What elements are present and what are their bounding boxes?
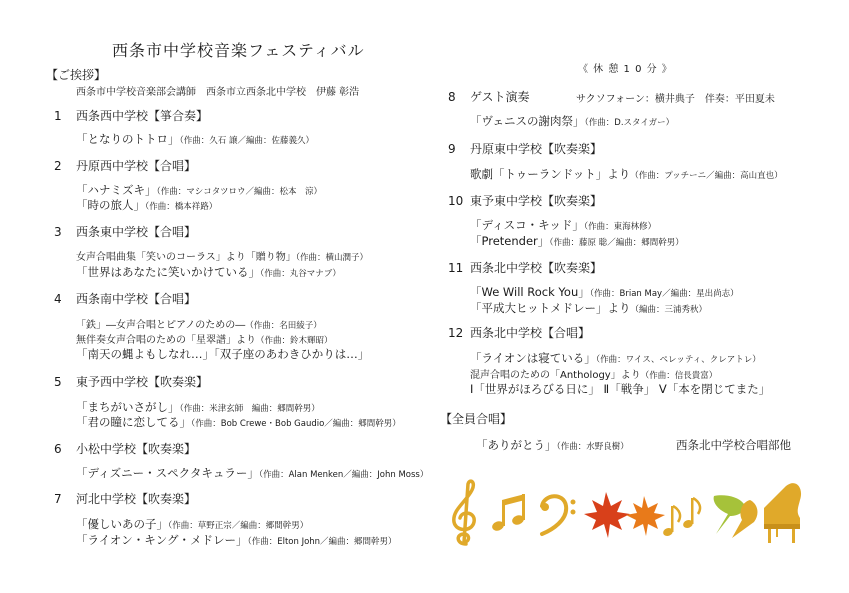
piece-credit: （編曲：三浦秀秋） (630, 305, 708, 315)
program-school: 丹原西中学校【合唱】 (76, 159, 197, 173)
piece-credit: （作曲：マシコタツロウ／編曲：松本 涼） (156, 187, 322, 197)
grand-piano-icon (764, 483, 801, 543)
program-8-header (448, 88, 530, 105)
piece-title: 「ディスコ・キッド」 (470, 218, 584, 232)
program-school: 東予東中学校【吹奏楽】 (470, 194, 603, 208)
program-number: 1 (54, 109, 62, 123)
piece-title: 「We Will Rock You」 (470, 285, 590, 299)
piece-credit: （作曲：水野良樹） (556, 442, 629, 452)
piece-credit: （作曲：米津玄師 編曲：郷間幹男） (179, 404, 320, 414)
finale-performer: 西条北中学校合唱部他 (676, 438, 791, 452)
intermission-label: 《 休 憩 1 0 分 》 (578, 64, 673, 75)
piece-title: 「南天の蝿よもしなれ…」「双子座のあわきひかりは…」 (76, 347, 370, 361)
guest-label: ゲスト演奏 (470, 90, 530, 104)
program-1-header (54, 107, 208, 124)
piece-credit: （作曲：丸谷マナブ） (260, 269, 341, 279)
program-number: 7 (54, 492, 62, 506)
piece-title: 「ライオンは寝ている」 (470, 351, 596, 365)
piece-title: 「君の瞳に恋してる」 (76, 415, 191, 429)
program-3-header (54, 223, 196, 240)
program-4-line-2 (76, 331, 333, 346)
beamed-notes-icon (491, 494, 525, 532)
program-number: 2 (54, 159, 62, 173)
piece-credit: （作曲：ワイス、ペレッティ、クレアトレ） (595, 355, 761, 365)
piece-credit: （作曲：東海林修） (583, 222, 657, 232)
piece-credit: （作曲：橋本祥路） (145, 202, 218, 212)
program-school: 西条北中学校【吹奏楽】 (470, 261, 603, 275)
piece-title: 「鉄」―女声合唱とピアノのための― (76, 320, 246, 331)
program-3-line-1 (76, 248, 368, 263)
guest-performers: サクソフォーン：横井典子 伴奏：平田夏未 (576, 94, 775, 105)
program-12-line-1 (470, 350, 761, 366)
program-1-line-1 (76, 131, 314, 147)
piece-title: 「となりのトトロ」 (76, 132, 180, 146)
program-12-line-3 (470, 381, 770, 397)
program-11-line-2 (470, 300, 707, 316)
piece-title: 「Pretender」 (470, 234, 550, 248)
piece-credit: （作曲：鈴木輝昭） (256, 336, 333, 346)
program-number: 8 (448, 90, 456, 104)
greeting-text: 西条市中学校音楽部会講師 西条市立西条北中学校 伊藤 彰浩 (76, 87, 360, 98)
program-2-line-1 (76, 182, 322, 198)
program-school: 西条南中学校【合唱】 (76, 292, 197, 306)
program-number: 4 (54, 292, 62, 306)
piece-title: 「ハナミズキ」 (76, 183, 157, 197)
piece-credit: （作曲：プッチーニ／編曲：高山直也） (630, 171, 783, 181)
program-number: 12 (448, 326, 464, 340)
piece-title: 混声合唱のための「Anthology」より (470, 370, 641, 381)
piece-title: 「平成大ヒットメドレー」より (470, 301, 631, 315)
program-5-header (54, 373, 208, 390)
eighth-note-icon (662, 506, 680, 537)
program-7-line-2 (76, 532, 397, 548)
program-5-line-1 (76, 399, 320, 415)
program-school: 東予西中学校【吹奏楽】 (76, 375, 209, 389)
piece-title: Ⅰ「世界がほろびる日に」 Ⅱ「戦争」 Ⅴ「本を閉じてまた」 (470, 382, 771, 396)
piece-credit: （作曲：草野正宗／編曲：郷間幹男） (168, 521, 309, 531)
program-6-line-1 (76, 465, 428, 481)
program-7-line-1 (76, 516, 308, 532)
piece-title: 「まちがいさがし」 (76, 400, 180, 414)
treble-clef-icon (454, 481, 474, 544)
program-school: 西条北中学校【合唱】 (470, 326, 591, 340)
program-3-line-2 (76, 264, 341, 280)
program-number: 11 (448, 261, 464, 275)
program-11-line-1 (470, 284, 739, 300)
program-number: 5 (54, 375, 62, 389)
maple-leaf-icon (626, 496, 665, 536)
program-7-header (54, 490, 196, 507)
program-12-header (448, 324, 590, 341)
piece-credit: （作曲：Bob Crewe・Bob Gaudio／編曲：郷間幹男） (191, 419, 401, 429)
program-9-header (448, 140, 602, 157)
piece-credit: （作曲：名田綾子） (245, 321, 322, 331)
piece-credit: （作曲：Brian May／編曲：星出尚志） (589, 289, 739, 299)
program-12-line-2 (470, 366, 717, 381)
piece-title: 「ヴェニスの謝肉祭」 (470, 114, 585, 128)
program-5-line-2 (76, 414, 401, 430)
program-4-line-1 (76, 316, 322, 331)
piece-credit: （作曲：Alan Menken／編曲：John Moss） (258, 470, 429, 480)
piece-title: 「優しいあの子」 (76, 517, 168, 531)
finale-heading: 【全員合唱】 (440, 412, 513, 426)
program-10-header (448, 192, 602, 209)
bass-clef-icon (541, 496, 576, 534)
piece-title: 「世界はあなたに笑いかけている」 (76, 265, 260, 279)
program-number: 10 (448, 194, 464, 208)
piece-title: 「ありがとう」 (476, 438, 557, 452)
program-11-header (448, 259, 602, 276)
program-school: 小松中学校【吹奏楽】 (76, 442, 197, 456)
program-10-line-2 (470, 233, 684, 249)
piece-title: 歌劇「トゥーランドット」より (470, 167, 631, 181)
program-school: 西条東中学校【合唱】 (76, 225, 197, 239)
program-2-header (54, 157, 196, 174)
page-title: 西条市中学校音楽フェスティバル (112, 41, 365, 60)
program-10-line-1 (470, 217, 656, 233)
program-number: 3 (54, 225, 62, 239)
piece-title: 女声合唱曲集「笑いのコーラス」より「贈り物」 (76, 252, 296, 263)
program-number: 6 (54, 442, 62, 456)
decoration-strip (446, 478, 806, 550)
program-6-header (54, 440, 196, 457)
program-2-line-2 (76, 197, 217, 213)
piece-credit: （作曲：D.スタイガー） (584, 118, 675, 128)
program-9-line-1 (470, 166, 783, 182)
eighth-note-icon (682, 498, 700, 529)
program-school: 河北中学校【吹奏楽】 (76, 492, 197, 506)
piece-credit: （作曲：信長貴富） (640, 371, 718, 381)
program-8-line-1 (470, 113, 674, 129)
piece-title: 「ディズニー・スペクタキュラー」 (76, 466, 259, 480)
piece-credit: （作曲：Elton John／編曲：郷間幹男） (247, 537, 397, 547)
piece-title: 無伴奏女声合唱のための「星翠譜」より (76, 335, 256, 346)
program-school: 丹原東中学校【吹奏楽】 (470, 142, 603, 156)
piece-credit: （作曲：横山潤子） (295, 253, 368, 263)
piece-credit: （作曲：藤原 聡／編曲：郷間幹男） (549, 238, 684, 248)
finale-line (476, 437, 629, 453)
piece-title: 「時の旅人」 (76, 198, 145, 212)
program-4-line-3 (76, 346, 369, 362)
maple-leaf-icon (584, 492, 630, 538)
piece-title: 「ライオン・キング・メドレー」 (76, 533, 248, 547)
piece-credit: （作曲：久石 譲／編曲：佐藤義久） (179, 136, 314, 146)
program-school: 西条西中学校【箏合奏】 (76, 109, 209, 123)
program-4-header (54, 290, 196, 307)
greeting-heading: 【ご挨拶】 (46, 68, 107, 82)
program-number: 9 (448, 142, 456, 156)
